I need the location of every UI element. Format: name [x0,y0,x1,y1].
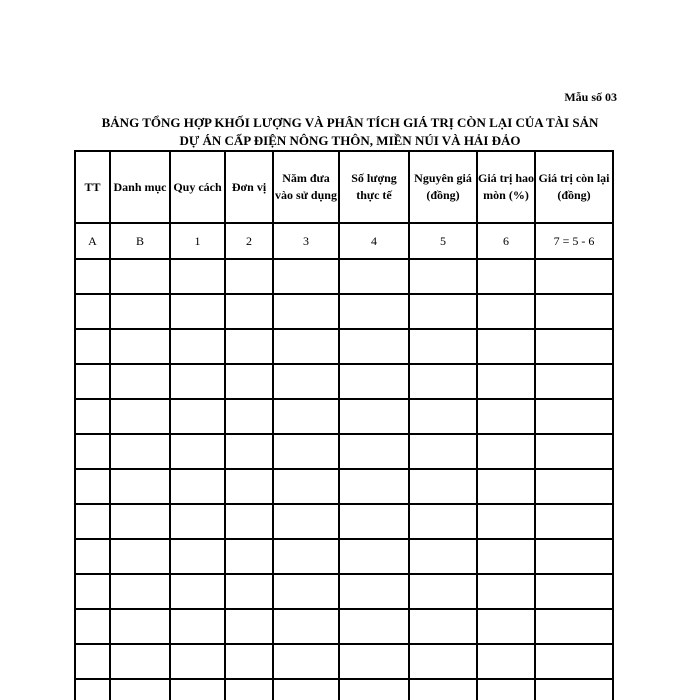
empty-cell [535,364,613,399]
empty-cell [170,434,225,469]
header-cell: Quy cách [170,151,225,223]
empty-cell [225,469,273,504]
table-row [75,469,613,504]
empty-cell [477,469,535,504]
empty-cell [75,539,110,574]
empty-cell [535,679,613,700]
empty-cell [339,329,409,364]
index-cell: 6 [477,223,535,259]
empty-cell [170,574,225,609]
empty-cell [273,294,339,329]
empty-cell [409,259,477,294]
index-cell: 3 [273,223,339,259]
table-row [75,259,613,294]
index-cell: B [110,223,170,259]
empty-cell [477,434,535,469]
empty-cell [535,294,613,329]
empty-cell [225,574,273,609]
empty-cell [339,504,409,539]
header-cell: Số lượng thực tế [339,151,409,223]
empty-cell [535,574,613,609]
index-cell: 7 = 5 - 6 [535,223,613,259]
empty-cell [110,609,170,644]
empty-cell [535,469,613,504]
empty-cell [477,644,535,679]
index-row [75,223,613,259]
empty-cell [273,539,339,574]
index-cell: 5 [409,223,477,259]
empty-cell [110,504,170,539]
empty-cell [273,399,339,434]
header-cell: Nguyên giá (đồng) [409,151,477,223]
empty-cell [110,644,170,679]
empty-cell [225,434,273,469]
empty-cell [339,609,409,644]
empty-cell [75,399,110,434]
empty-cell [225,504,273,539]
empty-cell [75,294,110,329]
header-cell: Năm đưa vào sử dụng [273,151,339,223]
empty-cell [273,364,339,399]
table-row [75,294,613,329]
empty-cell [409,469,477,504]
empty-cell [273,504,339,539]
empty-cell [409,644,477,679]
empty-cell [75,329,110,364]
empty-cell [170,644,225,679]
empty-cell [273,259,339,294]
empty-cell [225,539,273,574]
table-row [75,504,613,539]
document-title [60,114,640,150]
empty-cell [535,539,613,574]
empty-cell [339,399,409,434]
empty-cell [535,609,613,644]
empty-cell [75,644,110,679]
empty-cell [339,259,409,294]
empty-cell [75,609,110,644]
empty-cell [273,679,339,700]
empty-cell [477,329,535,364]
empty-cell [409,294,477,329]
header-row [75,151,613,223]
index-cell: 2 [225,223,273,259]
empty-cell [339,539,409,574]
empty-cell [535,434,613,469]
empty-cell [75,364,110,399]
table-row [75,539,613,574]
empty-cell [170,329,225,364]
empty-cell [477,679,535,700]
table-row [75,399,613,434]
empty-cell [170,399,225,434]
empty-cell [535,259,613,294]
empty-cell [110,434,170,469]
empty-cell [170,469,225,504]
empty-cell [75,434,110,469]
empty-cell [477,259,535,294]
table-row [75,609,613,644]
empty-cell [535,399,613,434]
empty-cell [75,469,110,504]
empty-cell [273,469,339,504]
asset-summary-table [74,150,614,700]
empty-cell [409,609,477,644]
empty-cell [409,539,477,574]
empty-cell [339,574,409,609]
title-line-1: BẢNG TỔNG HỢP KHỐI LƯỢNG VÀ PHÂN TÍCH GIÁ TRỊ CÒN LẠI CỦA TÀI SẢN [101,115,599,130]
index-cell: A [75,223,110,259]
empty-cell [225,644,273,679]
empty-cell [273,644,339,679]
empty-cell [477,364,535,399]
empty-cell [273,329,339,364]
empty-cell [273,574,339,609]
empty-cell [110,469,170,504]
empty-cell [170,504,225,539]
empty-cell [477,539,535,574]
empty-cell [225,399,273,434]
empty-cell [225,294,273,329]
table-row [75,329,613,364]
empty-cell [409,574,477,609]
empty-cell [170,609,225,644]
index-cell: 4 [339,223,409,259]
empty-cell [170,259,225,294]
empty-cell [339,364,409,399]
empty-cell [225,609,273,644]
empty-cell [170,539,225,574]
header-cell: Giá trị còn lại (đồng) [535,151,613,223]
header-cell: Đơn vị [225,151,273,223]
empty-cell [110,399,170,434]
empty-cell [409,434,477,469]
header-cell: Giá trị hao mòn (%) [477,151,535,223]
empty-cell [225,364,273,399]
empty-cell [75,259,110,294]
empty-cell [75,504,110,539]
table-row [75,644,613,679]
empty-cell [339,469,409,504]
empty-cell [110,294,170,329]
title-line-2: DỰ ÁN CẤP ĐIỆN NÔNG THÔN, MIỀN NÚI VÀ HẢI ĐẢO [179,133,521,148]
empty-cell [535,504,613,539]
empty-cell [409,364,477,399]
empty-cell [170,679,225,700]
empty-cell [339,294,409,329]
empty-cell [110,259,170,294]
empty-cell [110,364,170,399]
header-cell: Danh mục [110,151,170,223]
empty-cell [409,679,477,700]
empty-cell [409,504,477,539]
empty-cell [535,329,613,364]
empty-cell [110,329,170,364]
empty-cell [339,679,409,700]
header-cell: TT [75,151,110,223]
empty-cell [409,399,477,434]
empty-cell [273,609,339,644]
empty-cell [409,329,477,364]
empty-cell [225,259,273,294]
empty-cell [477,504,535,539]
empty-cell [110,679,170,700]
index-cell: 1 [170,223,225,259]
table-row [75,574,613,609]
empty-cell [225,329,273,364]
empty-cell [477,399,535,434]
empty-cell [339,434,409,469]
table-row [75,364,613,399]
empty-cell [477,574,535,609]
table-row [75,434,613,469]
empty-cell [477,294,535,329]
empty-cell [170,294,225,329]
form-number: Mẫu số 03 [564,90,617,104]
empty-cell [110,574,170,609]
table-row [75,679,613,700]
empty-cell [75,679,110,700]
empty-cell [75,574,110,609]
empty-cell [225,679,273,700]
empty-cell [477,609,535,644]
empty-cell [170,364,225,399]
empty-cell [273,434,339,469]
empty-cell [535,644,613,679]
empty-cell [339,644,409,679]
empty-cell [110,539,170,574]
